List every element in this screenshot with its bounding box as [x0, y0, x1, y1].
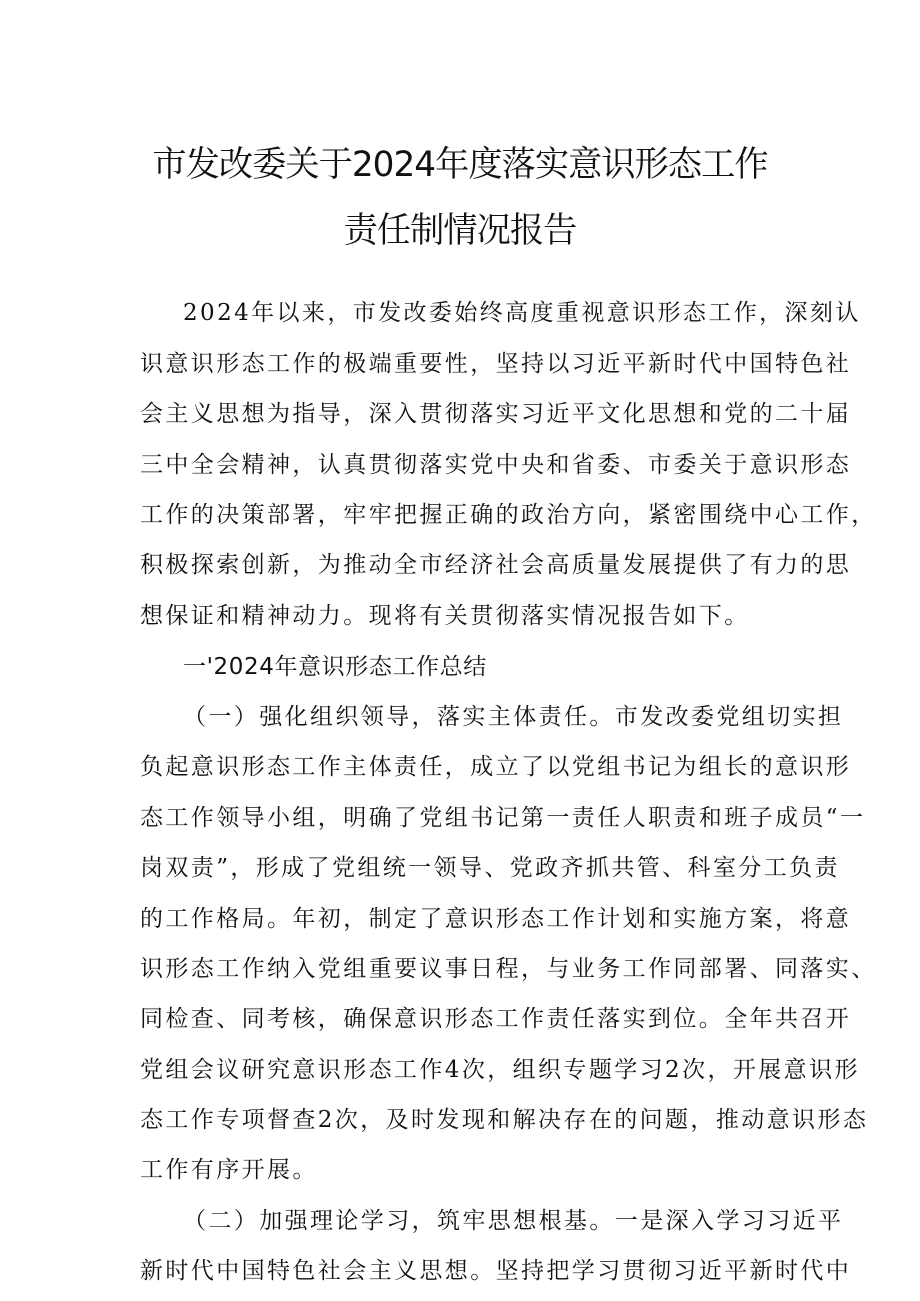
section-heading: 一'2024年意识形态工作总结 [183, 654, 487, 680]
paragraph-section-1-line: 态工作领导小组，明确了党组书记第一责任人职责和班子成员“一 [140, 805, 866, 831]
paragraph-intro-line: 2024年以来，市发改委始终高度重视意识形态工作，深刻认 [183, 300, 861, 326]
paragraph-section-1-line: 工作有序开展。 [140, 1157, 318, 1183]
paragraph-section-2-line: （二）加强理论学习，筑牢思想根基。一是深入学习习近平 [183, 1208, 844, 1234]
paragraph-intro-line: 积极探索创新，为推动全市经济社会高质量发展提供了有力的思 [140, 552, 852, 578]
paragraph-section-1-line: 识形态工作纳入党组重要议事日程，与业务工作同部署、同落实、 [140, 956, 877, 982]
document-title-line-2: 责任制情况报告 [343, 211, 577, 251]
paragraph-intro-line: 会主义思想为指导，深入贯彻落实习近平文化思想和党的二十届 [140, 401, 852, 427]
paragraph-section-1-line: 态工作专项督查2次，及时发现和解决存在的问题，推动意识形态 [140, 1107, 869, 1133]
paragraph-intro-line: 识意识形态工作的极端重要性，坚持以习近平新时代中国特色社 [140, 351, 852, 377]
paragraph-section-1-line: 岗双责”，形成了党组统一领导、党政齐抓共管、科室分工负责 [140, 855, 840, 881]
paragraph-section-2-line: 新时代中国特色社会主义思想。坚持把学习贯彻习近平新时代中 [140, 1258, 852, 1284]
paragraph-intro-line: 三中全会精神，认真贯彻落实党中央和省委、市委关于意识形态 [140, 452, 852, 478]
paragraph-section-1-line: （一）强化组织领导，落实主体责任。市发改委党组切实担 [183, 704, 844, 730]
paragraph-section-1-line: 同检查、同考核，确保意识形态工作责任落实到位。全年共召开 [140, 1006, 852, 1032]
paragraph-section-1-line: 的工作格局。年初，制定了意识形态工作计划和实施方案，将意 [140, 906, 852, 932]
paragraph-intro-line: 工作的决策部署，牢牢把握正确的政治方向，紧密围绕中心工作， [140, 502, 877, 528]
paragraph-section-1-line: 党组会议研究意识形态工作4次，组织专题学习2次，开展意识形 [140, 1057, 860, 1083]
paragraph-intro-line: 想保证和精神动力。现将有关贯彻落实情况报告如下。 [140, 603, 750, 629]
paragraph-section-1-line: 负起意识形态工作主体责任，成立了以党组书记为组长的意识形 [140, 754, 852, 780]
document-title-line-1: 市发改委关于2024年度落实意识形态工作 [152, 145, 768, 185]
